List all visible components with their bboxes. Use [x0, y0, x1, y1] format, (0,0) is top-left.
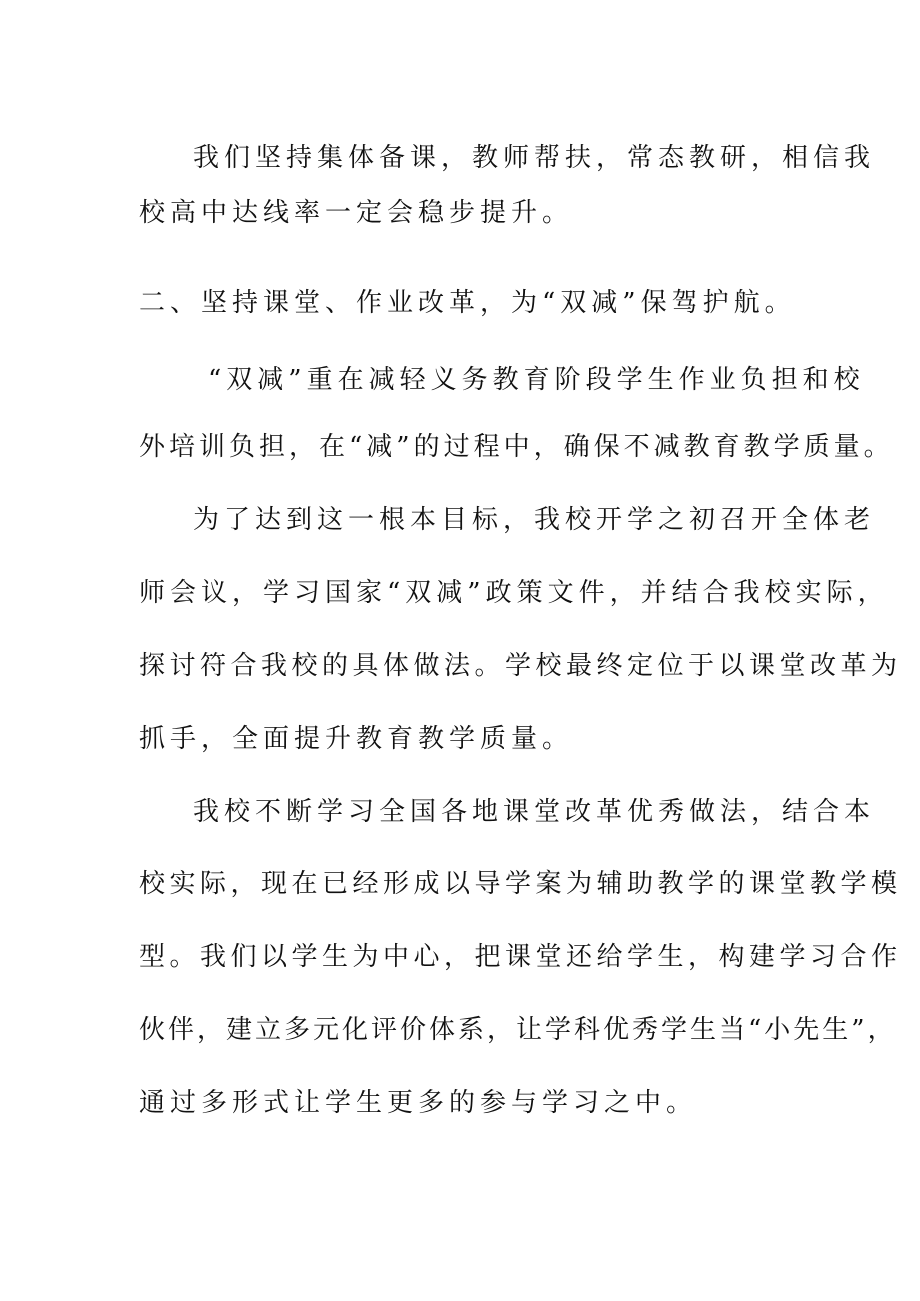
text-line: 通过多形式让学生更多的参与学习之中。: [139, 1088, 698, 1118]
text-line: 师会议，学习国家“双减”政策文件，并结合我校实际，: [139, 578, 889, 608]
text-line: 校高中达线率一定会稳步提升。: [139, 198, 574, 228]
text-line: “双减”重在减轻义务教育阶段学生作业负担和校: [208, 365, 865, 395]
text-line: 伙伴，建立多元化评价体系，让学科优秀学生当“小先生”，: [139, 1015, 897, 1045]
text-line: 我校不断学习全国各地课堂改革优秀做法，结合本: [193, 797, 876, 827]
text-line: 校实际，现在已经形成以导学案为辅助教学的课堂教学模: [139, 869, 902, 899]
section-heading: 二、坚持课堂、作业改革，为“双减”保驾护航。: [139, 288, 796, 318]
text-line: 外培训负担，在“减”的过程中，确保不减教育教学质量。: [139, 432, 894, 462]
text-line: 为了达到这一根本目标，我校开学之初召开全体老: [193, 505, 876, 535]
text-line: 抓手，全面提升教育教学质量。: [139, 724, 574, 754]
text-line: 我们坚持集体备课，教师帮扶，常态教研，相信我: [193, 143, 876, 173]
text-line: 型。我们以学生为中心，把课堂还给学生，构建学习合作: [139, 942, 902, 972]
text-line: 探讨符合我校的具体做法。学校最终定位于以课堂改革为: [139, 651, 902, 681]
